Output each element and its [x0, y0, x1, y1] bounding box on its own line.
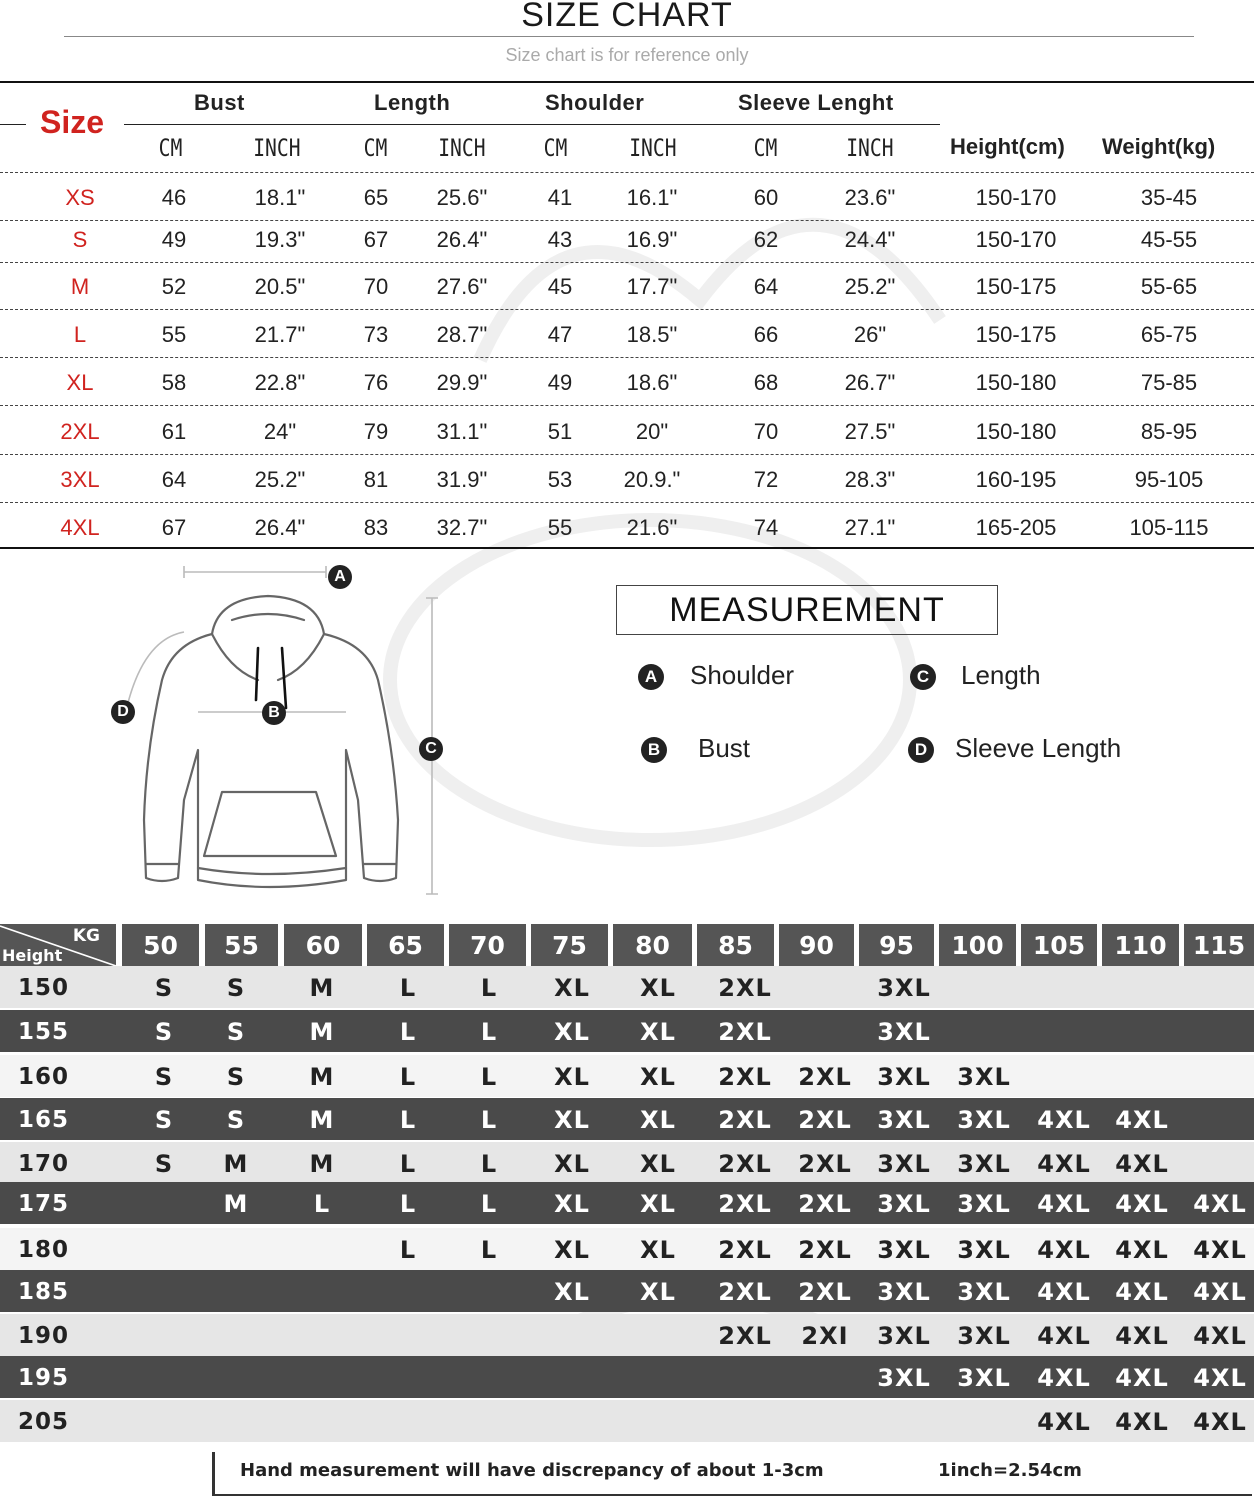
recommended-size-cell: 2XL — [798, 1236, 852, 1264]
height-cell: 205 — [18, 1409, 70, 1435]
recommended-size-cell: 2XL — [718, 1190, 772, 1218]
row-divider — [0, 172, 1254, 173]
legend-d-icon: D — [908, 737, 934, 763]
weight-header-cell: 90 — [779, 924, 854, 966]
size-cell: 2XL — [60, 419, 100, 444]
recommended-size-cell: XL — [640, 1018, 676, 1046]
recommended-size-cell: 4XL — [1115, 1322, 1169, 1350]
recommended-size-cell: XL — [554, 1018, 590, 1046]
height-cell: 160 — [18, 1064, 70, 1090]
recommended-size-cell: 4XL — [1037, 1106, 1091, 1134]
weight-header-cell: 60 — [284, 924, 362, 966]
recommended-size-cell: 2XL — [718, 1106, 772, 1134]
recommended-size-cell: 2XL — [718, 1278, 772, 1306]
recommended-size-cell: S — [226, 974, 246, 1002]
size-value-cell: 165-205 — [975, 515, 1057, 540]
size-value-cell: 51 — [547, 419, 573, 444]
size-value-cell: 18.1" — [254, 185, 306, 210]
size-value-cell: 32.7" — [436, 515, 488, 540]
recommended-size-cell: 2XL — [718, 1236, 772, 1264]
size-value-cell: 95-105 — [1134, 467, 1204, 492]
size-row — [0, 459, 1254, 499]
recommended-size-cell: 4XL — [1037, 1190, 1091, 1218]
recommended-size-cell: 3XL — [957, 1150, 1011, 1178]
recommended-size-cell: 3XL — [877, 1150, 931, 1178]
recommended-size-cell: L — [399, 974, 417, 1002]
recommended-size-cell: XL — [554, 1106, 590, 1134]
size-value-cell: 72 — [753, 467, 779, 492]
table-bottom-rule — [0, 547, 1254, 549]
size-row — [0, 507, 1254, 547]
height-row — [0, 1270, 1254, 1312]
recommended-size-cell: 3XL — [877, 1018, 931, 1046]
size-value-cell: 64 — [161, 467, 187, 492]
height-cell: 170 — [18, 1151, 70, 1177]
recommended-size-cell: 4XL — [1193, 1236, 1247, 1264]
size-value-cell: 23.6" — [844, 185, 896, 210]
size-value-cell: 28.7" — [436, 322, 488, 347]
size-value-cell: 64 — [753, 274, 779, 299]
recommended-size-cell: 3XL — [957, 1278, 1011, 1306]
recommended-size-cell: XL — [554, 1278, 590, 1306]
recommended-size-cell: 4XL — [1193, 1408, 1247, 1436]
height-row — [0, 1055, 1254, 1097]
size-value-cell: 26.7" — [844, 370, 896, 395]
recommended-size-cell: 4XL — [1037, 1364, 1091, 1392]
footer-note: Hand measurement will have discrepancy of about 1-3cm — [240, 1460, 824, 1481]
corner-kg-label: KG — [72, 926, 100, 946]
recommended-size-cell: 3XL — [877, 974, 931, 1002]
size-value-cell: 26" — [853, 322, 887, 347]
recommended-size-cell: 2XL — [798, 1106, 852, 1134]
size-value-cell: 75-85 — [1140, 370, 1198, 395]
recommended-size-cell: 3XL — [877, 1063, 931, 1091]
group-header-shoulder: Shoulder — [545, 90, 645, 115]
recommended-size-cell: L — [480, 974, 498, 1002]
unit-header-length-cm: CM — [363, 134, 388, 162]
recommended-size-cell: L — [399, 1150, 417, 1178]
recommended-size-cell: 2XL — [798, 1190, 852, 1218]
recommended-size-cell: S — [154, 974, 174, 1002]
size-value-cell: 20.5" — [254, 274, 306, 299]
size-value-cell: 24.4" — [844, 227, 896, 252]
size-cell: XS — [65, 185, 95, 210]
size-value-cell: 68 — [753, 370, 779, 395]
weight-header-cell: 55 — [205, 924, 278, 966]
recommended-size-cell: L — [399, 1106, 417, 1134]
recommended-size-cell: L — [399, 1063, 417, 1091]
weight-header-cell: 110 — [1102, 924, 1179, 966]
hoodie-diagram — [100, 560, 460, 905]
recommended-size-cell: 2XL — [718, 1322, 772, 1350]
size-value-cell: 18.5" — [626, 322, 678, 347]
recommended-size-cell: 2XL — [718, 1063, 772, 1091]
size-header-rule-left — [0, 124, 26, 125]
size-value-cell: 49 — [547, 370, 573, 395]
size-value-cell: 150-175 — [975, 322, 1057, 347]
recommended-size-cell: XL — [640, 1190, 676, 1218]
size-value-cell: 26.4" — [436, 227, 488, 252]
recommended-size-cell: 3XL — [877, 1106, 931, 1134]
recommended-size-cell: 4XL — [1037, 1322, 1091, 1350]
height-cell: 175 — [18, 1191, 70, 1217]
recommended-size-cell: XL — [554, 974, 590, 1002]
legend-shoulder: Shoulder — [690, 660, 795, 690]
size-value-cell: 24" — [263, 419, 297, 444]
recommended-size-cell: XL — [640, 974, 676, 1002]
size-value-cell: 160-195 — [975, 467, 1057, 492]
recommended-size-cell: 3XL — [957, 1190, 1011, 1218]
recommended-size-cell: XL — [640, 1278, 676, 1306]
size-value-cell: 67 — [363, 227, 389, 252]
group-header-rule — [124, 124, 940, 125]
unit-header-length-inch: INCH — [438, 134, 486, 162]
weight-header-cell: 80 — [613, 924, 692, 966]
size-cell: M — [70, 274, 90, 299]
recommended-size-cell: 4XL — [1115, 1106, 1169, 1134]
size-value-cell: 150-180 — [975, 370, 1057, 395]
size-value-cell: 74 — [753, 515, 779, 540]
row-divider — [0, 454, 1254, 455]
legend-c-icon: C — [910, 664, 936, 690]
weight-header-cell: 105 — [1021, 924, 1097, 966]
height-cell: 195 — [18, 1365, 70, 1391]
weight-header-cell: 95 — [859, 924, 934, 966]
recommended-size-cell: 4XL — [1193, 1364, 1247, 1392]
size-value-cell: 16.9" — [626, 227, 678, 252]
group-header-sleeve: Sleeve Lenght — [738, 90, 894, 115]
unit-header-shoulder-inch: INCH — [629, 134, 677, 162]
size-value-cell: 41 — [547, 185, 573, 210]
recommended-size-cell: 4XL — [1193, 1190, 1247, 1218]
size-value-cell: 60 — [753, 185, 779, 210]
recommended-size-cell: S — [154, 1018, 174, 1046]
size-value-cell: 79 — [363, 419, 389, 444]
recommended-size-cell: L — [480, 1106, 498, 1134]
size-value-cell: 66 — [753, 322, 779, 347]
size-value-cell: 19.3" — [254, 227, 306, 252]
size-value-cell: 70 — [753, 419, 779, 444]
size-value-cell: 16.1" — [626, 185, 678, 210]
height-cell: 180 — [18, 1237, 70, 1263]
size-value-cell: 21.7" — [254, 322, 306, 347]
recommended-size-cell: 3XL — [957, 1063, 1011, 1091]
size-row — [0, 266, 1254, 306]
unit-header-sleeve-inch: INCH — [846, 134, 894, 162]
unit-header-bust-inch: INCH — [253, 134, 301, 162]
weight-header-cell: 75 — [531, 924, 608, 966]
group-header-length: Length — [374, 90, 451, 115]
height-cell: 185 — [18, 1279, 70, 1305]
recommended-size-cell: S — [226, 1106, 246, 1134]
recommended-size-cell: 2XL — [798, 1150, 852, 1178]
recommended-size-cell: 3XL — [957, 1106, 1011, 1134]
size-value-cell: 49 — [161, 227, 187, 252]
weight-header-cell: 85 — [697, 924, 774, 966]
size-value-cell: 27.5" — [844, 419, 896, 444]
recommended-size-cell: L — [399, 1190, 417, 1218]
size-row — [0, 177, 1254, 217]
weight-header-cell: 100 — [939, 924, 1016, 966]
row-divider — [0, 502, 1254, 503]
size-value-cell: 18.6" — [626, 370, 678, 395]
footer-conversion: 1inch=2.54cm — [938, 1460, 1082, 1481]
recommended-size-cell: L — [480, 1236, 498, 1264]
table-top-rule — [0, 81, 1254, 83]
size-column-header: Size — [40, 104, 105, 140]
size-cell: XL — [66, 370, 94, 395]
recommended-size-cell: 4XL — [1037, 1236, 1091, 1264]
size-value-cell: 81 — [363, 467, 389, 492]
recommended-size-cell: M — [223, 1150, 249, 1178]
recommended-size-cell: XL — [554, 1190, 590, 1218]
recommended-size-cell: 4XL — [1115, 1408, 1169, 1436]
marker-c-icon: C — [419, 737, 443, 761]
height-row — [0, 1142, 1254, 1184]
recommended-size-cell: 4XL — [1115, 1236, 1169, 1264]
recommended-size-cell: M — [309, 1106, 335, 1134]
height-header: Height(cm) — [950, 134, 1065, 159]
recommended-size-cell: 2XI — [801, 1322, 849, 1350]
size-value-cell: 43 — [547, 227, 573, 252]
recommended-size-cell: 3XL — [877, 1278, 931, 1306]
recommended-size-cell: 4XL — [1037, 1278, 1091, 1306]
row-divider — [0, 405, 1254, 406]
recommended-size-cell: 4XL — [1193, 1278, 1247, 1306]
marker-b-icon: B — [262, 701, 286, 725]
height-row — [0, 1228, 1254, 1270]
group-header-bust: Bust — [194, 90, 245, 115]
height-row — [0, 966, 1254, 1008]
size-row — [0, 411, 1254, 451]
recommended-size-cell: L — [480, 1190, 498, 1218]
recommended-size-cell: M — [309, 1150, 335, 1178]
page-title: SIZE CHART — [521, 0, 733, 34]
size-value-cell: 65-75 — [1140, 322, 1198, 347]
size-value-cell: 76 — [363, 370, 389, 395]
recommended-size-cell: L — [480, 1150, 498, 1178]
recommended-size-cell: 2XL — [718, 974, 772, 1002]
footer-bar — [212, 1452, 215, 1496]
recommended-size-cell: 4XL — [1193, 1322, 1247, 1350]
size-value-cell: 25.2" — [254, 467, 306, 492]
recommended-size-cell: 4XL — [1037, 1408, 1091, 1436]
weight-header-cell: 65 — [367, 924, 444, 966]
unit-header-shoulder-cm: CM — [543, 134, 568, 162]
size-cell: S — [72, 227, 88, 252]
recommended-size-cell: L — [480, 1063, 498, 1091]
size-value-cell: 25.6" — [436, 185, 488, 210]
recommended-size-cell: 4XL — [1115, 1190, 1169, 1218]
recommended-size-cell: XL — [554, 1063, 590, 1091]
legend-length: Length — [961, 660, 1041, 690]
recommended-size-cell: 4XL — [1115, 1364, 1169, 1392]
size-value-cell: 55 — [547, 515, 573, 540]
title-underline — [64, 36, 1194, 37]
weight-header-cell: 115 — [1184, 924, 1254, 966]
height-row — [0, 1356, 1254, 1398]
size-value-cell: 35-45 — [1140, 185, 1198, 210]
row-divider — [0, 357, 1254, 358]
recommended-size-cell: 3XL — [957, 1322, 1011, 1350]
row-divider — [0, 262, 1254, 263]
size-value-cell: 150-175 — [975, 274, 1057, 299]
recommended-size-cell: 3XL — [957, 1364, 1011, 1392]
size-value-cell: 22.8" — [254, 370, 306, 395]
recommended-size-cell: S — [226, 1063, 246, 1091]
size-value-cell: 25.2" — [844, 274, 896, 299]
recommended-size-cell: 3XL — [877, 1364, 931, 1392]
height-row — [0, 1182, 1254, 1224]
recommended-size-cell: XL — [554, 1236, 590, 1264]
corner-height-label: Height — [2, 946, 63, 965]
size-value-cell: 150-180 — [975, 419, 1057, 444]
size-value-cell: 45-55 — [1140, 227, 1198, 252]
recommended-size-cell: XL — [640, 1106, 676, 1134]
size-value-cell: 31.1" — [436, 419, 488, 444]
unit-header-sleeve-cm: CM — [753, 134, 778, 162]
recommended-size-cell: M — [309, 1063, 335, 1091]
height-cell: 190 — [18, 1323, 70, 1349]
recommended-size-cell: 3XL — [877, 1322, 931, 1350]
recommended-size-cell: S — [226, 1018, 246, 1046]
marker-d-icon: D — [111, 700, 135, 724]
recommended-size-cell: XL — [640, 1063, 676, 1091]
size-value-cell: 73 — [363, 322, 389, 347]
size-value-cell: 65 — [363, 185, 389, 210]
size-value-cell: 83 — [363, 515, 389, 540]
size-value-cell: 150-170 — [975, 227, 1057, 252]
size-value-cell: 28.3" — [844, 467, 896, 492]
size-row — [0, 314, 1254, 354]
size-value-cell: 55 — [161, 322, 187, 347]
size-cell: 3XL — [60, 467, 100, 492]
size-value-cell: 29.9" — [436, 370, 488, 395]
marker-a-icon: A — [328, 565, 352, 589]
recommended-size-cell: 4XL — [1115, 1150, 1169, 1178]
size-value-cell: 26.4" — [254, 515, 306, 540]
footer-line — [212, 1494, 1252, 1496]
size-value-cell: 17.7" — [626, 274, 678, 299]
size-value-cell: 150-170 — [975, 185, 1057, 210]
size-value-cell: 27.1" — [844, 515, 896, 540]
legend-b-icon: B — [641, 737, 667, 763]
weight-header-cell: 50 — [122, 924, 199, 966]
height-cell: 155 — [18, 1019, 70, 1045]
height-row — [0, 1098, 1254, 1140]
size-value-cell: 70 — [363, 274, 389, 299]
weight-header: Weight(kg) — [1102, 134, 1216, 159]
height-cell: 165 — [18, 1107, 70, 1133]
size-value-cell: 85-95 — [1140, 419, 1198, 444]
size-value-cell: 20.9." — [623, 467, 681, 492]
size-value-cell: 62 — [753, 227, 779, 252]
size-value-cell: 45 — [547, 274, 573, 299]
page-subtitle: Size chart is for reference only — [505, 45, 749, 65]
size-cell: 4XL — [60, 515, 100, 540]
recommended-size-cell: S — [154, 1106, 174, 1134]
size-value-cell: 67 — [161, 515, 187, 540]
recommended-size-cell: L — [399, 1018, 417, 1046]
recommended-size-cell: 3XL — [957, 1236, 1011, 1264]
recommended-size-cell: 4XL — [1115, 1278, 1169, 1306]
size-value-cell: 58 — [161, 370, 187, 395]
size-value-cell: 105-115 — [1129, 515, 1209, 540]
measurement-title: MEASUREMENT — [616, 585, 998, 635]
recommended-size-cell: S — [154, 1063, 174, 1091]
height-cell: 150 — [18, 975, 70, 1001]
size-value-cell: 52 — [161, 274, 187, 299]
recommended-size-cell: L — [480, 1018, 498, 1046]
row-divider — [0, 309, 1254, 310]
recommended-size-cell: 2XL — [718, 1150, 772, 1178]
size-cell: L — [73, 322, 87, 347]
recommended-size-cell: S — [154, 1150, 174, 1178]
recommended-size-cell: 2XL — [798, 1063, 852, 1091]
size-value-cell: 27.6" — [436, 274, 488, 299]
recommended-size-cell: 3XL — [877, 1236, 931, 1264]
recommended-size-cell: M — [309, 974, 335, 1002]
legend-bust: Bust — [698, 733, 751, 763]
recommended-size-cell: XL — [554, 1150, 590, 1178]
size-value-cell: 55-65 — [1140, 274, 1198, 299]
size-value-cell: 53 — [547, 467, 573, 492]
weight-header-cell: 70 — [449, 924, 526, 966]
legend-sleeve-length: Sleeve Length — [955, 733, 1122, 763]
recommended-size-cell: 2XL — [718, 1018, 772, 1046]
recommended-size-cell: XL — [640, 1150, 676, 1178]
recommended-size-cell: L — [399, 1236, 417, 1264]
height-row — [0, 1400, 1254, 1442]
legend-a-icon: A — [638, 664, 664, 690]
size-value-cell: 21.6" — [626, 515, 678, 540]
recommended-size-cell: 4XL — [1037, 1150, 1091, 1178]
size-row — [0, 219, 1254, 259]
recommended-size-cell: 3XL — [877, 1190, 931, 1218]
unit-header-bust-cm: CM — [158, 134, 183, 162]
grid-corner-cell — [0, 924, 116, 966]
recommended-size-cell: M — [223, 1190, 249, 1218]
size-value-cell: 31.9" — [436, 467, 488, 492]
recommended-size-cell: L — [313, 1190, 331, 1218]
recommended-size-cell: 2XL — [798, 1278, 852, 1306]
height-row — [0, 1314, 1254, 1356]
size-row — [0, 362, 1254, 402]
recommended-size-cell: M — [309, 1018, 335, 1046]
size-value-cell: 46 — [161, 185, 187, 210]
height-row — [0, 1010, 1254, 1052]
size-value-cell: 20" — [635, 419, 669, 444]
size-value-cell: 61 — [161, 419, 187, 444]
recommended-size-cell: XL — [640, 1236, 676, 1264]
size-value-cell: 47 — [547, 322, 573, 347]
